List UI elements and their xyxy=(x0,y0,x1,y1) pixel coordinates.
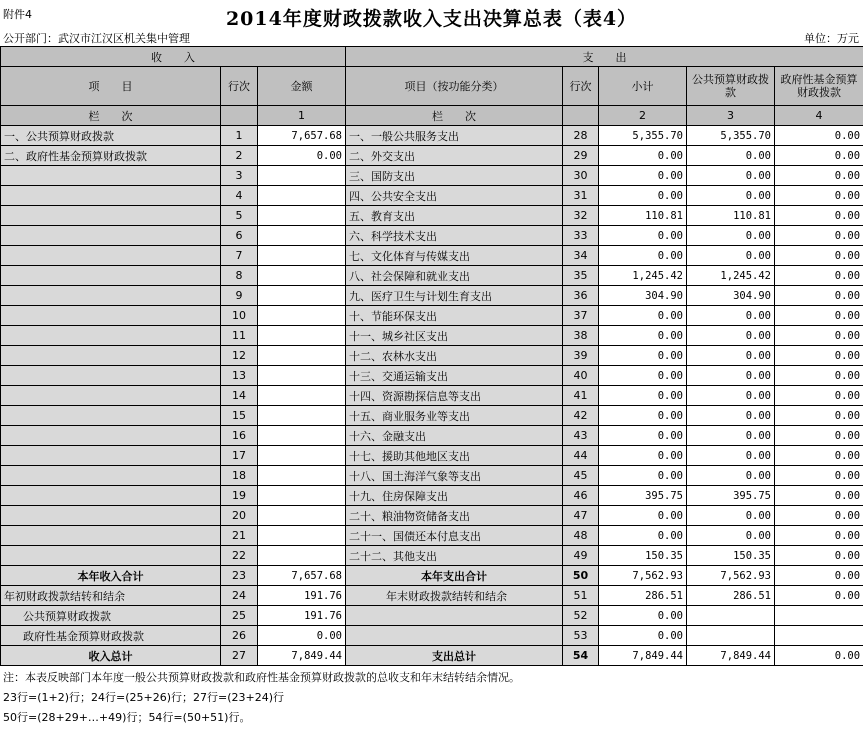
subtotal-cell: 0.00 xyxy=(599,406,687,426)
amount-cell xyxy=(258,186,346,206)
income-total-label: 收入总计 xyxy=(1,646,221,666)
subtotal-cell: 0.00 xyxy=(599,626,687,646)
subtotal-cell: 0.00 xyxy=(599,166,687,186)
group-header-row xyxy=(1,47,863,67)
row-number: 33 xyxy=(563,226,599,246)
gov-fund-cell: 0.00 xyxy=(775,586,863,606)
expense-item-cell: 十二、农林水支出 xyxy=(346,346,563,366)
amount-cell xyxy=(258,226,346,246)
amount-cell: 7,657.68 xyxy=(258,126,346,146)
end-balance-label: 年末财政拨款结转和结余 xyxy=(346,586,563,606)
subtotal-cell: 0.00 xyxy=(599,306,687,326)
footnote-line: 注：本表反映部门本年度一般公共预算财政拨款和政府性基金预算财政拨款的总收支和年末结转结余情况。 xyxy=(3,671,520,684)
expense-item-cell: 十五、商业服务业等支出 xyxy=(346,406,563,426)
year-income-label: 本年收入合计 xyxy=(1,566,221,586)
public-budget-cell: 0.00 xyxy=(687,426,775,446)
table-row xyxy=(1,126,863,146)
row-number: 26 xyxy=(221,626,258,646)
col-func-item: 项目（按功能分类） xyxy=(346,67,563,106)
expense-item-cell: 十六、金融支出 xyxy=(346,426,563,446)
public-budget-cell: 0.00 xyxy=(687,346,775,366)
income-group-header: 收 入 xyxy=(1,47,346,67)
amount-cell xyxy=(258,286,346,306)
column-header-row xyxy=(1,67,863,106)
expense-item-cell: 十七、援助其他地区支出 xyxy=(346,446,563,466)
row-number: 3 xyxy=(221,166,258,186)
subtotal-cell: 5,355.70 xyxy=(599,126,687,146)
income-item-cell xyxy=(1,326,221,346)
expense-group-header: 支 出 xyxy=(346,47,863,67)
gov-fund-cell: 0.00 xyxy=(775,426,863,446)
lanci-blank xyxy=(221,106,258,126)
table-row xyxy=(1,406,863,426)
row-number: 50 xyxy=(563,566,599,586)
subtotal-cell: 0.00 xyxy=(599,426,687,446)
income-item-cell xyxy=(1,226,221,246)
row-number: 7 xyxy=(221,246,258,266)
table-row xyxy=(1,566,863,586)
public-budget-cell: 7,562.93 xyxy=(687,566,775,586)
lanci-label-2: 栏 次 xyxy=(346,106,563,126)
public-budget-cell: 5,355.70 xyxy=(687,126,775,146)
expense-item-cell: 十三、交通运输支出 xyxy=(346,366,563,386)
gov-fund-cell: 0.00 xyxy=(775,186,863,206)
public-budget-cell: 0.00 xyxy=(687,326,775,346)
col-number-3: 3 xyxy=(687,106,775,126)
report-title: 2014年度财政拨款收入支出决算总表（表4） xyxy=(225,8,638,30)
income-item-cell xyxy=(1,286,221,306)
row-number: 22 xyxy=(221,546,258,566)
row-number: 38 xyxy=(563,326,599,346)
expense-item-cell: 六、科学技术支出 xyxy=(346,226,563,246)
amount-cell xyxy=(258,506,346,526)
public-budget-cell: 0.00 xyxy=(687,446,775,466)
col-number-2: 2 xyxy=(599,106,687,126)
attachment-number: 附件4 xyxy=(3,8,32,21)
income-item-cell xyxy=(1,346,221,366)
gov-fund-label: 政府性基金预算财政拨款 xyxy=(1,626,221,646)
amount-cell xyxy=(258,546,346,566)
public-budget-cell: 395.75 xyxy=(687,486,775,506)
subtotal-cell: 0.00 xyxy=(599,386,687,406)
row-number: 47 xyxy=(563,506,599,526)
row-number: 31 xyxy=(563,186,599,206)
gov-fund-cell: 0.00 xyxy=(775,326,863,346)
row-number: 18 xyxy=(221,466,258,486)
row-number: 43 xyxy=(563,426,599,446)
public-budget-cell: 7,849.44 xyxy=(687,646,775,666)
table-row xyxy=(1,206,863,226)
subtotal-cell: 286.51 xyxy=(599,586,687,606)
gov-fund-cell: 0.00 xyxy=(775,146,863,166)
row-number: 14 xyxy=(221,386,258,406)
year-expense-label: 本年支出合计 xyxy=(346,566,563,586)
subtotal-cell: 0.00 xyxy=(599,606,687,626)
income-item-cell xyxy=(1,186,221,206)
row-number: 11 xyxy=(221,326,258,346)
table-row xyxy=(1,266,863,286)
expense-item-cell: 七、文化体育与传媒支出 xyxy=(346,246,563,266)
lanci-label: 栏 次 xyxy=(1,106,221,126)
row-number: 25 xyxy=(221,606,258,626)
subtotal-cell: 0.00 xyxy=(599,446,687,466)
income-item-cell xyxy=(1,246,221,266)
expense-item-cell: 三、国防支出 xyxy=(346,166,563,186)
row-number: 51 xyxy=(563,586,599,606)
public-budget-cell: 0.00 xyxy=(687,466,775,486)
gov-fund-cell: 0.00 xyxy=(775,406,863,426)
row-number: 23 xyxy=(221,566,258,586)
amount-cell xyxy=(258,366,346,386)
gov-fund-cell: 0.00 xyxy=(775,226,863,246)
public-budget-cell: 0.00 xyxy=(687,166,775,186)
col-gov-fund: 政府性基金预算财政拨款 xyxy=(775,67,863,106)
row-number: 20 xyxy=(221,506,258,526)
table-row xyxy=(1,186,863,206)
subtotal-cell: 7,849.44 xyxy=(599,646,687,666)
row-number: 8 xyxy=(221,266,258,286)
amount-cell xyxy=(258,166,346,186)
blank-cell xyxy=(775,606,863,626)
amount-cell: 0.00 xyxy=(258,626,346,646)
income-item-cell: 二、政府性基金预算财政拨款 xyxy=(1,146,221,166)
amount-cell: 0.00 xyxy=(258,146,346,166)
gov-fund-cell: 0.00 xyxy=(775,446,863,466)
department-label: 公开部门：武汉市江汉区机关集中管理 xyxy=(3,32,190,45)
row-number: 6 xyxy=(221,226,258,246)
table-row xyxy=(1,426,863,446)
row-number: 13 xyxy=(221,366,258,386)
expense-item-cell: 二十、粮油物资储备支出 xyxy=(346,506,563,526)
subtotal-cell: 0.00 xyxy=(599,186,687,206)
column-number-row xyxy=(1,106,863,126)
row-number: 54 xyxy=(563,646,599,666)
income-item-cell xyxy=(1,466,221,486)
amount-cell xyxy=(258,446,346,466)
col-row-no: 行次 xyxy=(221,67,258,106)
income-item-cell xyxy=(1,546,221,566)
subtotal-cell: 0.00 xyxy=(599,506,687,526)
gov-fund-cell: 0.00 xyxy=(775,386,863,406)
subtotal-cell: 0.00 xyxy=(599,526,687,546)
unit-label: 单位：万元 xyxy=(804,32,859,45)
public-budget-label: 公共预算财政拨款 xyxy=(1,606,221,626)
table-row xyxy=(1,166,863,186)
row-number: 12 xyxy=(221,346,258,366)
row-number: 27 xyxy=(221,646,258,666)
row-number: 5 xyxy=(221,206,258,226)
public-budget-cell: 0.00 xyxy=(687,226,775,246)
table-row xyxy=(1,586,863,606)
expense-item-cell: 一、一般公共服务支出 xyxy=(346,126,563,146)
subtotal-cell: 304.90 xyxy=(599,286,687,306)
gov-fund-cell: 0.00 xyxy=(775,506,863,526)
public-budget-cell: 0.00 xyxy=(687,146,775,166)
subtotal-cell: 0.00 xyxy=(599,466,687,486)
blank-cell xyxy=(346,606,563,626)
row-number: 48 xyxy=(563,526,599,546)
amount-cell xyxy=(258,346,346,366)
expense-item-cell: 十四、资源勘探信息等支出 xyxy=(346,386,563,406)
table-row xyxy=(1,446,863,466)
table-body xyxy=(1,126,863,566)
gov-fund-cell: 0.00 xyxy=(775,366,863,386)
row-number: 36 xyxy=(563,286,599,306)
subtotal-cell: 395.75 xyxy=(599,486,687,506)
expense-item-cell: 二十二、其他支出 xyxy=(346,546,563,566)
subtotal-cell: 150.35 xyxy=(599,546,687,566)
col-item: 项 目 xyxy=(1,67,221,106)
subtotal-cell: 1,245.42 xyxy=(599,266,687,286)
row-number: 39 xyxy=(563,346,599,366)
gov-fund-cell: 0.00 xyxy=(775,246,863,266)
expense-item-cell: 八、社会保障和就业支出 xyxy=(346,266,563,286)
table-row xyxy=(1,306,863,326)
subtotal-cell: 0.00 xyxy=(599,366,687,386)
expense-item-cell: 四、公共安全支出 xyxy=(346,186,563,206)
table-row xyxy=(1,286,863,306)
table-row xyxy=(1,326,863,346)
amount-cell: 191.76 xyxy=(258,606,346,626)
table-row xyxy=(1,486,863,506)
expense-item-cell: 十九、住房保障支出 xyxy=(346,486,563,506)
gov-fund-cell: 0.00 xyxy=(775,346,863,366)
expense-item-cell: 九、医疗卫生与计划生育支出 xyxy=(346,286,563,306)
expense-item-cell: 十一、城乡社区支出 xyxy=(346,326,563,346)
table-row xyxy=(1,386,863,406)
blank-cell xyxy=(775,626,863,646)
lanci-blank-2 xyxy=(563,106,599,126)
table-row xyxy=(1,546,863,566)
row-number: 29 xyxy=(563,146,599,166)
gov-fund-cell: 0.00 xyxy=(775,206,863,226)
public-budget-cell: 0.00 xyxy=(687,526,775,546)
income-item-cell xyxy=(1,446,221,466)
row-number: 4 xyxy=(221,186,258,206)
public-budget-cell: 0.00 xyxy=(687,506,775,526)
amount-cell xyxy=(258,526,346,546)
income-item-cell xyxy=(1,486,221,506)
blank-cell xyxy=(346,626,563,646)
income-item-cell xyxy=(1,526,221,546)
gov-fund-cell: 0.00 xyxy=(775,306,863,326)
subtotal-cell: 0.00 xyxy=(599,226,687,246)
public-budget-cell: 0.00 xyxy=(687,406,775,426)
begin-balance-label: 年初财政拨款结转和结余 xyxy=(1,586,221,606)
income-item-cell: 一、公共预算财政拨款 xyxy=(1,126,221,146)
amount-cell xyxy=(258,326,346,346)
footnote-line: 23行=(1+2)行；24行=(25+26)行；27行=(23+24)行 xyxy=(3,691,285,704)
income-item-cell xyxy=(1,266,221,286)
row-number: 9 xyxy=(221,286,258,306)
amount-cell: 7,657.68 xyxy=(258,566,346,586)
row-number: 42 xyxy=(563,406,599,426)
row-number: 37 xyxy=(563,306,599,326)
expense-total-label: 支出总计 xyxy=(346,646,563,666)
table-row xyxy=(1,246,863,266)
amount-cell xyxy=(258,406,346,426)
income-item-cell xyxy=(1,386,221,406)
expense-item-cell: 十、节能环保支出 xyxy=(346,306,563,326)
col-subtotal: 小计 xyxy=(599,67,687,106)
amount-cell: 7,849.44 xyxy=(258,646,346,666)
amount-cell xyxy=(258,486,346,506)
row-number: 52 xyxy=(563,606,599,626)
row-number: 46 xyxy=(563,486,599,506)
amount-cell xyxy=(258,206,346,226)
blank-cell xyxy=(687,626,775,646)
row-number: 2 xyxy=(221,146,258,166)
col-number-4: 4 xyxy=(775,106,863,126)
subtotal-cell: 0.00 xyxy=(599,346,687,366)
row-number: 28 xyxy=(563,126,599,146)
income-item-cell xyxy=(1,206,221,226)
public-budget-cell: 0.00 xyxy=(687,246,775,266)
row-number: 1 xyxy=(221,126,258,146)
row-number: 30 xyxy=(563,166,599,186)
public-budget-cell: 0.00 xyxy=(687,306,775,326)
public-budget-cell: 1,245.42 xyxy=(687,266,775,286)
gov-fund-cell: 0.00 xyxy=(775,266,863,286)
public-budget-cell: 110.81 xyxy=(687,206,775,226)
subtotal-cell: 0.00 xyxy=(599,146,687,166)
footnotes xyxy=(3,668,520,728)
income-item-cell xyxy=(1,366,221,386)
public-budget-cell: 0.00 xyxy=(687,186,775,206)
table-row xyxy=(1,146,863,166)
gov-fund-cell: 0.00 xyxy=(775,166,863,186)
public-budget-cell: 286.51 xyxy=(687,586,775,606)
row-number: 34 xyxy=(563,246,599,266)
table-row xyxy=(1,606,863,626)
gov-fund-cell: 0.00 xyxy=(775,566,863,586)
table-totals xyxy=(1,566,863,666)
table-row xyxy=(1,626,863,646)
row-number: 24 xyxy=(221,586,258,606)
gov-fund-cell: 0.00 xyxy=(775,546,863,566)
row-number: 10 xyxy=(221,306,258,326)
row-number: 21 xyxy=(221,526,258,546)
col-number-1: 1 xyxy=(258,106,346,126)
gov-fund-cell: 0.00 xyxy=(775,126,863,146)
table-row xyxy=(1,466,863,486)
gov-fund-cell: 0.00 xyxy=(775,286,863,306)
expense-item-cell: 二、外交支出 xyxy=(346,146,563,166)
amount-cell xyxy=(258,426,346,446)
income-item-cell xyxy=(1,166,221,186)
income-item-cell xyxy=(1,506,221,526)
subtotal-cell: 7,562.93 xyxy=(599,566,687,586)
amount-cell: 191.76 xyxy=(258,586,346,606)
row-number: 49 xyxy=(563,546,599,566)
income-item-cell xyxy=(1,406,221,426)
row-number: 35 xyxy=(563,266,599,286)
gov-fund-cell: 0.00 xyxy=(775,526,863,546)
row-number: 41 xyxy=(563,386,599,406)
amount-cell xyxy=(258,246,346,266)
row-number: 53 xyxy=(563,626,599,646)
table-row xyxy=(1,366,863,386)
row-number: 17 xyxy=(221,446,258,466)
blank-cell xyxy=(687,606,775,626)
gov-fund-cell: 0.00 xyxy=(775,646,863,666)
subtotal-cell: 0.00 xyxy=(599,246,687,266)
col-public-budget: 公共预算财政拨款 xyxy=(687,67,775,106)
gov-fund-cell: 0.00 xyxy=(775,466,863,486)
table-row xyxy=(1,526,863,546)
public-budget-cell: 0.00 xyxy=(687,366,775,386)
table-row xyxy=(1,226,863,246)
amount-cell xyxy=(258,266,346,286)
subtotal-cell: 0.00 xyxy=(599,326,687,346)
amount-cell xyxy=(258,386,346,406)
row-number: 19 xyxy=(221,486,258,506)
public-budget-cell: 150.35 xyxy=(687,546,775,566)
row-number: 16 xyxy=(221,426,258,446)
expense-item-cell: 十八、国土海洋气象等支出 xyxy=(346,466,563,486)
amount-cell xyxy=(258,466,346,486)
col-row-no-2: 行次 xyxy=(563,67,599,106)
income-item-cell xyxy=(1,306,221,326)
row-number: 44 xyxy=(563,446,599,466)
amount-cell xyxy=(258,306,346,326)
income-item-cell xyxy=(1,426,221,446)
row-number: 45 xyxy=(563,466,599,486)
subtotal-cell: 110.81 xyxy=(599,206,687,226)
col-amount: 金额 xyxy=(258,67,346,106)
expense-item-cell: 二十一、国债还本付息支出 xyxy=(346,526,563,546)
gov-fund-cell: 0.00 xyxy=(775,486,863,506)
public-budget-cell: 304.90 xyxy=(687,286,775,306)
table-row xyxy=(1,506,863,526)
row-number: 32 xyxy=(563,206,599,226)
row-number: 15 xyxy=(221,406,258,426)
row-number: 40 xyxy=(563,366,599,386)
budget-table xyxy=(0,46,863,666)
expense-item-cell: 五、教育支出 xyxy=(346,206,563,226)
public-budget-cell: 0.00 xyxy=(687,386,775,406)
table-row xyxy=(1,646,863,666)
table-row xyxy=(1,346,863,366)
footnote-line: 50行=(28+29+…+49)行；54行=(50+51)行。 xyxy=(3,711,251,724)
